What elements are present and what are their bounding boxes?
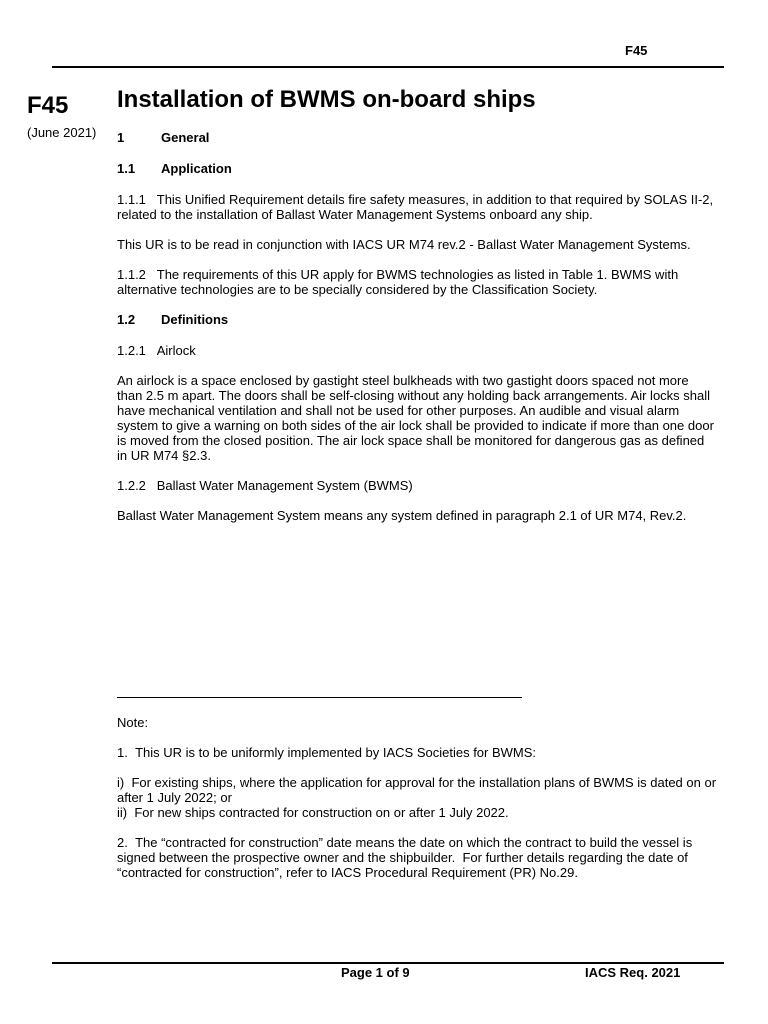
side-date: (June 2021): [27, 125, 97, 140]
section-heading-application: [117, 161, 717, 176]
paragraph-1-1-2: 1.1.2 The requirements of this UR apply for BWMS technologies as listed in Table 1. BWMS with alternative technologies are to be specially considered by the Classification Society.: [117, 267, 679, 297]
paragraph-1-2-2: 1.2.2 Ballast Water Management System (BWMS): [117, 478, 413, 493]
note-1: 1. This UR is to be uniformly implemented by IACS Societies for BWMS:: [117, 745, 537, 760]
page-title: Installation of BWMS on-board ships: [117, 86, 536, 113]
header-rule: [52, 66, 724, 68]
paragraph-1-2-1: 1.2.1 Airlock: [117, 343, 196, 358]
header-code: F45: [625, 43, 648, 58]
notes-section: [117, 715, 717, 895]
paragraph-airlock-definition: An airlock is a space enclosed by gastight steel bulkheads with two gastight doors spaced not more than 2.5 m apart. The doors shall be self-closing without any holding back arrangements. Air locks shall have mechanical ventilation and shall not be used for other purposes. An audible and visual alarm system to give a warning on both sides of the air lock shall be provided to indicate if more than one door is moved from the closed position. The air lock space shall be monitored for dangerous gas as defined in UR M74 §2.3.: [117, 373, 714, 463]
note-1-i: i) For existing ships, where the application for approval for the installation plans of BWMS is dated on or after 1 July 2022; or: [117, 775, 717, 805]
section-number: 1.2: [117, 312, 136, 327]
document-body: [117, 130, 717, 538]
footer-requirement: IACS Req. 2021: [585, 965, 681, 980]
section-number: 1.1: [117, 161, 136, 176]
paragraph-1-1-1: 1.1.1 This Unified Requirement details fire safety measures, in addition to that required by SOLAS II-2, related to the installation of Ballast Water Management Systems onboard any ship.: [117, 192, 714, 222]
section-label: Definitions: [161, 312, 229, 327]
side-code: F45: [27, 92, 69, 119]
section-label: General: [161, 130, 210, 145]
note-1-ii: ii) For new ships contracted for construction on or after 1 July 2022.: [117, 805, 509, 820]
section-number: 1: [117, 130, 125, 145]
paragraph-bwms-definition: Ballast Water Management System means any system defined in paragraph 2.1 of UR M74, Rev.2.: [117, 508, 687, 523]
footer-rule: [52, 962, 724, 964]
page-number: Page 1 of 9: [341, 965, 410, 980]
section-heading-general: [117, 130, 717, 145]
section-heading-definitions: [117, 312, 717, 327]
footnote-divider: [117, 697, 522, 698]
paragraph-1-1-1-note: This UR is to be read in conjunction with IACS UR M74 rev.2 - Ballast Water Management Systems.: [117, 237, 691, 252]
note-2: 2. The “contracted for construction” date means the date on which the contract to build the vessel is signed between the prospective owner and the shipbuilder. For further details regarding the date of “contracted for construction”, refer to IACS Procedural Requirement (PR) No.29.: [117, 835, 693, 880]
section-label: Application: [161, 161, 232, 176]
note-label: Note:: [117, 715, 149, 730]
